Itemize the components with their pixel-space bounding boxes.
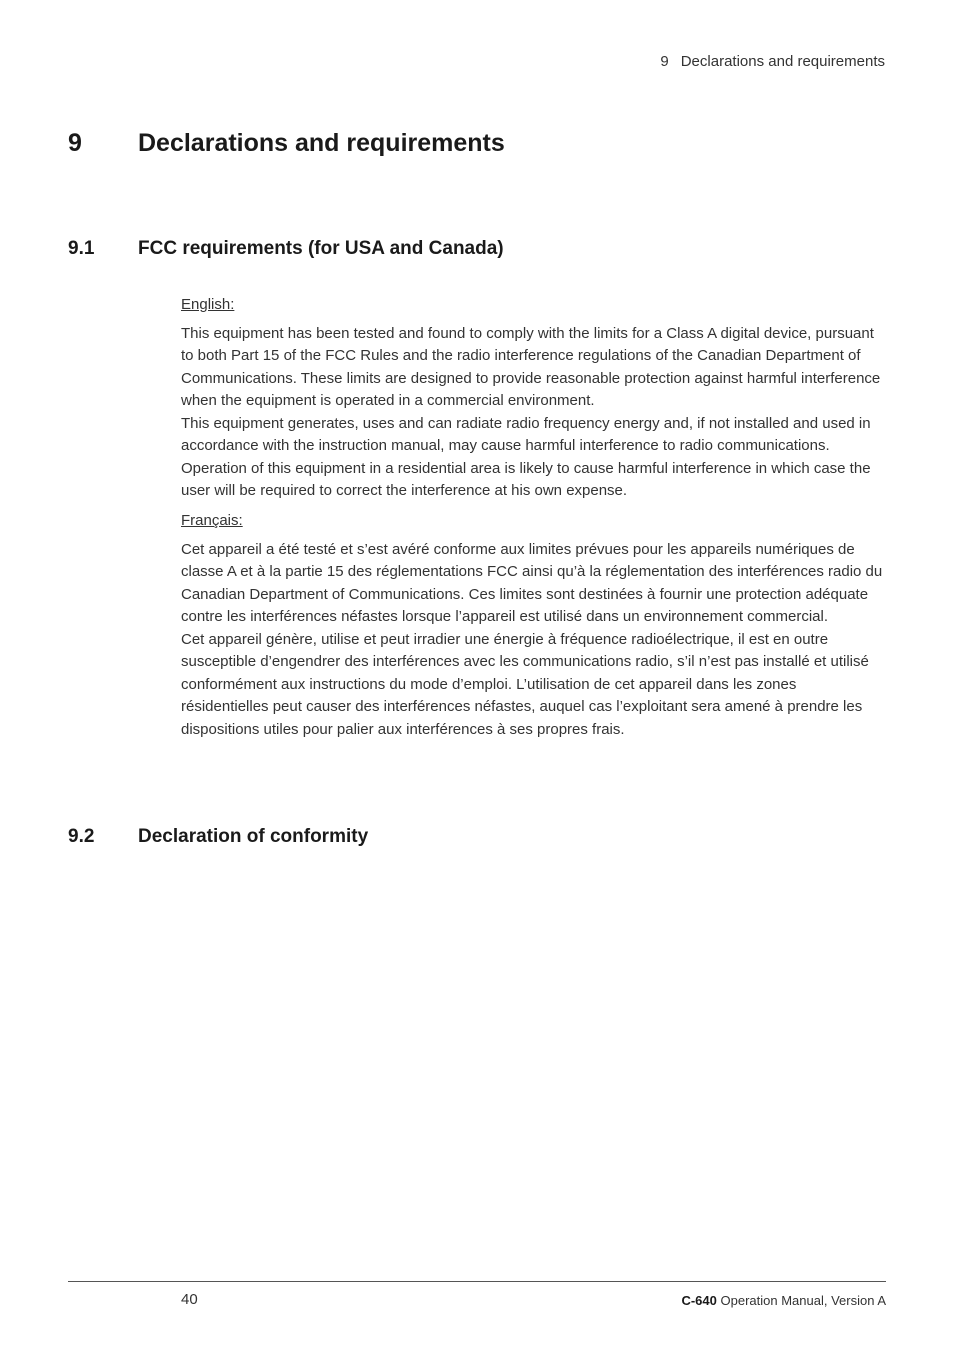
footer-doc-title: Operation Manual, Version A [720,1293,886,1308]
english-paragraph-1: This equipment has been tested and found to comply with the limits for a Class A digital device, pursuant to both Part 15 of the FCC Rules and the radio interference regulations of the Canadian Department of Communications. These limits are designed to provide reasonable protection against harmful interference when the equipment is operated in a commercial environment. [181,324,881,409]
english-paragraph-2: This equipment generates, uses and can radiate radio frequency energy and, if not installed and used in accordance with the instruction manual, may cause harmful interference to radio communications. Operation of this equipment in a residential area is likely to cause harmful interference in which case the user will be required to correct the interference at his own expense. [181,414,871,499]
french-label: Français: [181,512,243,529]
french-paragraph-2: Cet appareil génère, utilise et peut irradier une énergie à fréquence radioélectrique, il est en outre susceptible d’engendrer des interférences avec les communications radio, s’il n’est pas installé et utilisé conformément aux instructions du mode d’emploi. L’utilisation de cet appareil dans les zones résidentielles peut causer des interférences néfastes, auquel cas l’exploitant sera amené à prendre les dispositions utiles pour palier aux interférences à ses propres frais. [181,630,869,738]
french-statement [181,510,886,741]
english-label: English: [181,296,235,313]
running-header [660,53,885,70]
chapter-title: Declarations and requirements [138,129,505,157]
footer-model: C-640 [681,1293,717,1308]
section-number: 9.1 [68,238,95,259]
running-header-chapter-title: Declarations and requirements [680,53,885,70]
section-title: Declaration of conformity [138,826,369,847]
section-number: 9.2 [68,826,95,847]
page-number: 40 [181,1291,198,1308]
french-paragraph-1: Cet appareil a été testé et s’est avéré conforme aux limites prévues pour les appareils numériques de classe A et à la partie 15 des réglementations FCC ainsi qu’à la réglementation des interférences radio du Canadian Department of Communications. Ces limites sont destinées à fournir une protection adéquate contre les interférences néfastes lorsque l’appareil est utilisé dans un environnement commercial. [181,540,883,625]
section-heading-conformity [68,826,368,848]
footer-divider [68,1281,886,1282]
section-heading-fcc [68,238,504,260]
footer-document-title [681,1293,886,1308]
section-title: FCC requirements (for USA and Canada) [138,238,504,259]
english-statement [181,294,886,503]
running-header-chapter-number: 9 [660,53,669,70]
chapter-heading [68,129,505,158]
chapter-number: 9 [68,129,82,157]
